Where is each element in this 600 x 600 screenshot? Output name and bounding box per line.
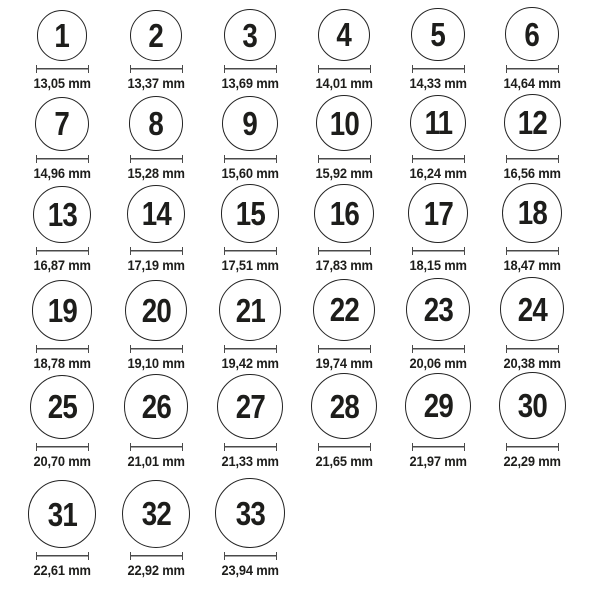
ring-size-number: 5 [430,15,446,53]
ring-circle [35,97,89,151]
chart-row-5 [0,375,600,473]
ring-size-cell [391,278,485,370]
diameter-label: 23,94 mm [221,562,279,578]
ring-circle [411,8,464,61]
diameter-measure-line [36,552,89,560]
diameter-measure-line [130,552,183,560]
diameter-measure-line [412,345,465,353]
ring-size-number: 11 [424,104,452,142]
ring-size-cell [297,9,391,91]
diameter-measure-line [506,443,559,451]
ring-circle [499,372,566,439]
diameter-label: 21,33 mm [221,453,279,469]
ring-size-cell [485,7,579,90]
ring-size-number: 27 [235,387,265,425]
ring-circle [316,95,372,151]
ring-size-cell [485,277,579,370]
ring-size-cell [15,480,109,577]
ring-circle [500,277,564,341]
ring-size-cell [203,374,297,468]
diameter-measure-line [36,443,89,451]
ring-size-cell [297,184,391,272]
ring-size-cell [391,8,485,90]
ring-size-number: 19 [47,292,77,330]
diameter-measure-line [412,155,465,163]
ring-size-cell [485,372,579,468]
ring-size-number: 6 [524,15,540,53]
diameter-label: 15,60 mm [221,165,279,181]
diameter-label: 20,06 mm [409,355,467,371]
ring-circle [318,9,371,62]
diameter-measure-line [36,247,89,255]
ring-circle [405,373,471,439]
ring-size-number: 29 [423,387,453,425]
diameter-label: 19,42 mm [221,355,279,371]
diameter-measure-line [506,65,559,73]
ring-size-number: 2 [148,16,164,54]
ring-circle [125,280,186,341]
ring-circle [406,278,469,341]
ring-size-cell [297,279,391,371]
ring-size-cell [297,95,391,180]
ring-size-cell [109,185,203,272]
ring-size-cell [109,480,203,577]
ring-size-cell [15,280,109,370]
ring-circle [215,478,285,548]
diameter-label: 14,01 mm [315,75,373,91]
ring-size-cell [109,10,203,90]
ring-circle [224,9,276,61]
diameter-measure-line [412,443,465,451]
diameter-label: 13,69 mm [221,75,279,91]
ring-circle [32,280,93,341]
ring-size-number: 15 [235,195,265,233]
diameter-label: 17,51 mm [221,257,279,273]
diameter-measure-line [224,155,277,163]
ring-circle [502,183,562,243]
diameter-label: 22,92 mm [127,562,185,578]
diameter-label: 14,33 mm [409,75,467,91]
ring-circle [28,480,96,548]
ring-size-cell [391,183,485,272]
chart-row-6 [0,473,600,582]
diameter-measure-line [318,155,371,163]
ring-size-cell [15,186,109,273]
ring-size-cell [15,97,109,180]
diameter-measure-line [224,65,277,73]
ring-size-cell [485,94,579,180]
ring-size-cell [109,280,203,370]
ring-circle [217,374,282,439]
diameter-label: 19,74 mm [315,355,373,371]
ring-circle [410,95,466,151]
diameter-measure-line [506,345,559,353]
ring-size-number: 9 [242,104,258,142]
diameter-label: 16,56 mm [503,165,561,181]
diameter-label: 17,19 mm [127,257,185,273]
ring-size-number: 13 [47,195,77,233]
ring-size-number: 10 [329,104,359,142]
ring-size-number: 18 [517,194,547,232]
ring-circle [504,94,561,151]
ring-size-number: 23 [423,290,453,328]
diameter-label: 15,92 mm [315,165,373,181]
diameter-measure-line [130,443,183,451]
chart-row-2 [0,95,600,185]
diameter-label: 22,61 mm [33,562,91,578]
ring-size-number: 21 [235,291,265,329]
ring-size-number: 16 [329,194,359,232]
diameter-label: 21,65 mm [315,453,373,469]
ring-circle [37,10,88,61]
ring-circle [130,10,181,61]
ring-size-cell [203,9,297,90]
diameter-measure-line [412,65,465,73]
diameter-measure-line [36,65,89,73]
ring-circle [221,184,280,243]
diameter-measure-line [224,345,277,353]
ring-circle [408,183,468,243]
ring-size-cell [485,183,579,272]
diameter-measure-line [130,247,183,255]
ring-size-cell [203,279,297,370]
ring-size-number: 7 [54,105,70,143]
ring-circle [127,185,185,243]
diameter-measure-line [318,345,371,353]
ring-size-number: 33 [235,494,265,532]
diameter-measure-line [130,65,183,73]
diameter-measure-line [130,155,183,163]
diameter-label: 16,87 mm [33,257,91,273]
diameter-label: 15,28 mm [127,165,185,181]
ring-size-cell [203,478,297,577]
diameter-measure-line [506,247,559,255]
ring-circle [222,96,277,151]
ring-circle [505,7,559,61]
ring-size-cell [391,95,485,180]
diameter-measure-line [224,247,277,255]
diameter-measure-line [224,443,277,451]
ring-size-number: 22 [329,291,359,329]
ring-size-number: 1 [54,17,70,55]
diameter-measure-line [318,65,371,73]
diameter-label: 16,24 mm [409,165,467,181]
ring-size-number: 31 [47,495,77,533]
ring-circle [33,186,91,244]
ring-circle [313,279,376,342]
diameter-label: 21,97 mm [409,453,467,469]
ring-circle [311,373,377,439]
ring-size-cell [297,373,391,468]
ring-size-number: 26 [141,388,171,426]
diameter-measure-line [412,247,465,255]
diameter-label: 21,01 mm [127,453,185,469]
chart-row-3 [0,185,600,277]
ring-size-number: 25 [47,388,77,426]
ring-size-number: 20 [141,291,171,329]
ring-size-number: 32 [141,495,171,533]
diameter-label: 18,47 mm [503,257,561,273]
chart-row-1 [0,0,600,95]
diameter-label: 13,05 mm [33,75,91,91]
ring-size-cell [203,184,297,272]
diameter-label: 14,96 mm [33,165,91,181]
ring-size-number: 14 [141,195,171,233]
ring-circle [219,279,281,341]
ring-size-number: 24 [517,290,547,328]
ring-circle [30,375,94,439]
diameter-measure-line [36,155,89,163]
ring-size-number: 4 [336,16,352,54]
ring-size-cell [109,374,203,468]
ring-size-number: 8 [148,105,164,143]
ring-size-number: 12 [517,104,547,141]
ring-size-cell [203,96,297,180]
ring-circle [129,96,184,151]
ring-circle [122,480,190,548]
diameter-measure-line [506,155,559,163]
diameter-label: 17,83 mm [315,257,373,273]
ring-size-cell [109,96,203,180]
ring-size-number: 30 [517,387,547,424]
diameter-label: 13,37 mm [127,75,185,91]
ring-size-cell [15,10,109,90]
ring-size-number: 28 [329,387,359,425]
diameter-label: 19,10 mm [127,355,185,371]
ring-circle [124,374,189,439]
diameter-measure-line [318,443,371,451]
ring-circle [314,184,373,243]
diameter-measure-line [224,552,277,560]
chart-row-4 [0,277,600,375]
ring-size-cell [391,373,485,468]
diameter-label: 20,38 mm [503,355,561,371]
diameter-label: 22,29 mm [503,453,561,469]
diameter-label: 20,70 mm [33,453,91,469]
ring-size-cell [15,375,109,468]
diameter-label: 18,78 mm [33,355,91,371]
diameter-measure-line [318,247,371,255]
diameter-measure-line [130,345,183,353]
diameter-label: 18,15 mm [409,257,467,273]
ring-size-number: 17 [423,194,453,232]
diameter-measure-line [36,345,89,353]
diameter-label: 14,64 mm [503,75,561,91]
ring-size-number: 3 [242,16,258,54]
